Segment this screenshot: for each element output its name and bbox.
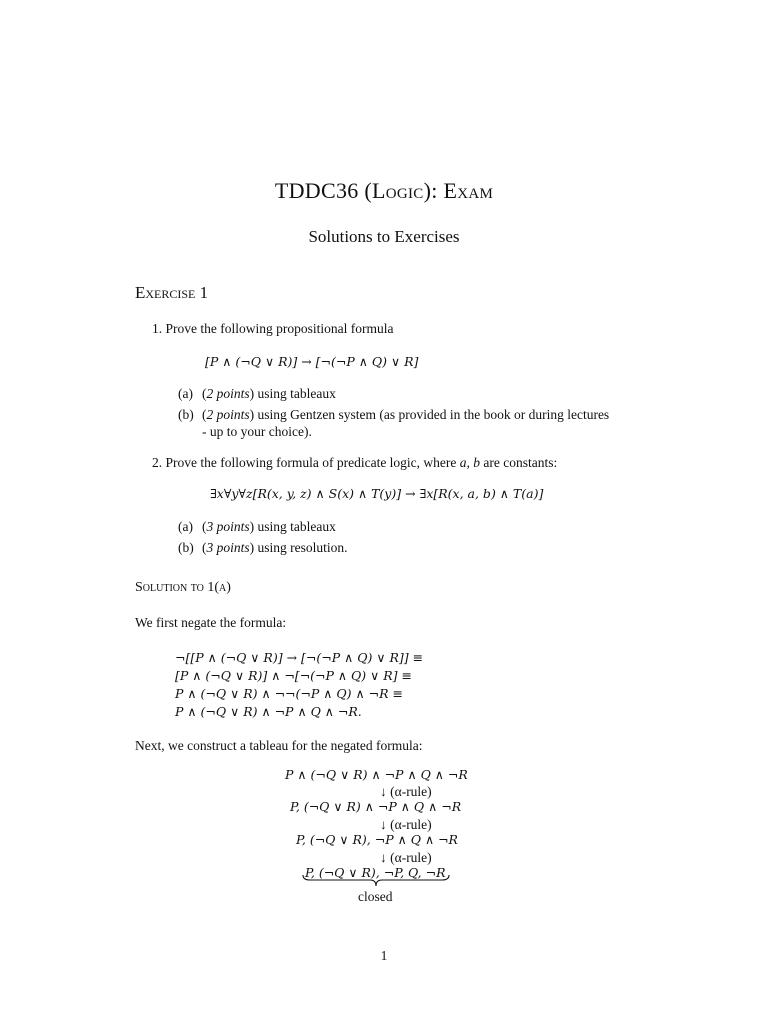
document-subtitle: Solutions to Exercises: [308, 227, 460, 246]
item-number: 1.: [152, 321, 163, 336]
exercise-item-1: [152, 320, 393, 337]
points: 3 points: [206, 519, 250, 534]
closed-label: closed: [358, 889, 393, 904]
subpart-2b: (b) (3 points) using resolution.: [178, 540, 348, 555]
subpart-1b-continuation: - up to your choice).: [202, 424, 312, 439]
points: 2 points: [206, 407, 250, 422]
item-text: Prove the following propositional formula: [165, 321, 394, 336]
title-course-code: TDDC36 (: [274, 178, 372, 203]
points: 3 points: [206, 540, 250, 555]
negation-line-3: P ∧ (¬Q ∨ R) ∧ ¬¬(¬P ∧ Q) ∧ ¬R ≡: [175, 686, 403, 701]
exercise-heading: Exercise 1: [135, 283, 209, 302]
title-logic: Logic: [372, 178, 424, 203]
negation-line-2: [P ∧ (¬Q ∨ R)] ∧ ¬[¬(¬P ∧ Q) ∨ R] ≡: [175, 668, 412, 683]
negation-line-4: P ∧ (¬Q ∨ R) ∧ ¬P ∧ Q ∧ ¬R.: [175, 704, 362, 719]
tableau-rule-2: ↓ (α-rule): [380, 817, 432, 832]
page-number: 1: [380, 948, 388, 963]
solution-intro: We first negate the formula:: [135, 615, 287, 630]
subpart-text: using resolution.: [254, 540, 348, 555]
subpart-2a: (a) (3 points) using tableaux: [178, 519, 336, 534]
underbrace-icon: [302, 874, 450, 888]
solution-heading: Solution to 1(a): [135, 580, 231, 595]
tableau-node-4: P, (¬Q ∨ R), ¬P, Q, ¬R: [305, 865, 446, 880]
subpart-text: using Gentzen system (as provided in the book or during lectures: [254, 407, 610, 422]
subpart-label: (b): [178, 540, 194, 555]
tableau-node-3: P, (¬Q ∨ R), ¬P ∧ Q ∧ ¬R: [296, 832, 458, 847]
item-number: 2.: [152, 455, 163, 470]
tableau-rule-3: ↓ (α-rule): [380, 850, 432, 865]
tableau-rule-1: ↓ (α-rule): [380, 784, 432, 799]
propositional-formula: [P ∧ (¬Q ∨ R)] → [¬(¬P ∧ Q) ∨ R]: [205, 354, 419, 369]
tableau-intro: Next, we construct a tableau for the negated formula:: [135, 738, 423, 753]
negation-line-1: ¬[[P ∧ (¬Q ∨ R)] → [¬(¬P ∧ Q) ∨ R]] ≡: [175, 650, 424, 665]
document-title: [0, 178, 768, 204]
subpart-text: using tableaux: [254, 386, 336, 401]
item-text-end: are constants:: [480, 455, 558, 470]
subpart-text: using tableaux: [254, 519, 336, 534]
subpart-label: (a): [178, 386, 193, 401]
title-colon: ):: [423, 178, 444, 203]
subpart-1b: (b) (2 points) using Gentzen system (as provided in the book or during lectures: [178, 407, 610, 422]
tableau-node-2: P, (¬Q ∨ R) ∧ ¬P ∧ Q ∧ ¬R: [290, 799, 462, 814]
points: 2 points: [206, 386, 250, 401]
tableau-node-1: P ∧ (¬Q ∨ R) ∧ ¬P ∧ Q ∧ ¬R: [285, 767, 468, 782]
subpart-1a: (a) (2 points) using tableaux: [178, 386, 336, 401]
item-vars: a, b: [459, 455, 481, 470]
title-exam: Exam: [443, 178, 494, 203]
subpart-label: (b): [178, 407, 194, 422]
item-text: Prove the following formula of predicate logic, where: [165, 455, 460, 470]
exercise-item-2: [152, 454, 557, 471]
subpart-label: (a): [178, 519, 193, 534]
predicate-formula: ∃x∀y∀z[R(x, y, z) ∧ S(x) ∧ T(y)] → ∃x[R(x, a, b) ∧ T(a)]: [210, 486, 544, 501]
